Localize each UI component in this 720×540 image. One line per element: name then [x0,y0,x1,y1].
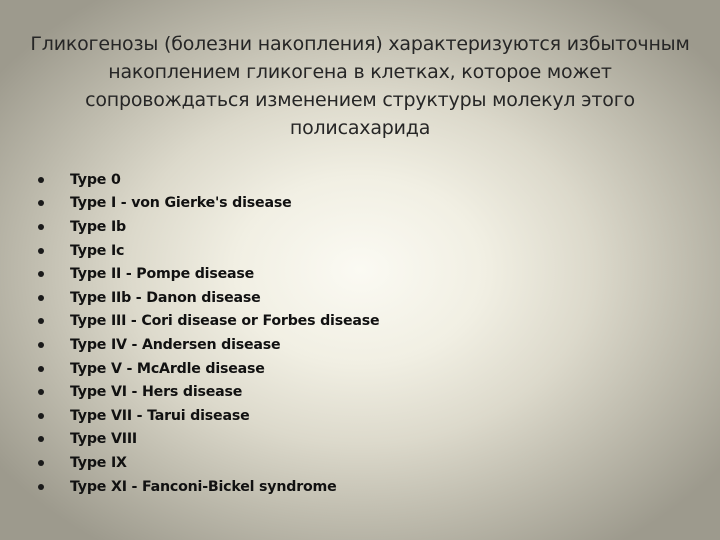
list-item-text: Type 0 [70,171,121,188]
bullet-icon [38,248,44,254]
list-item-text: Type XI - Fanconi-Bickel syndrome [70,478,337,495]
list-item-text: Type III - Cori disease or Forbes disease [70,313,380,330]
list-item [38,168,638,192]
list-item [38,475,638,499]
list-item [38,192,638,216]
bullet-icon [38,366,44,372]
list-item-text: Type IX [70,454,127,471]
bullet-icon [38,436,44,442]
list-item [38,404,638,428]
bullet-icon [38,224,44,230]
list-item [38,286,638,310]
bullet-icon [38,271,44,277]
list-item [38,380,638,404]
bullet-icon [38,460,44,466]
list-item-text: Type V - McArdle disease [70,360,265,377]
list-item-text: Type IIb - Danon disease [70,289,261,306]
bullet-icon [38,413,44,419]
bullet-icon [38,484,44,490]
bullet-icon [38,177,44,183]
list-item [38,215,638,239]
bullet-icon [38,389,44,395]
bullet-icon [38,342,44,348]
glycogenosis-type-list [38,168,638,498]
list-item-text: Type VII - Tarui disease [70,407,250,424]
list-item [38,310,638,334]
list-item [38,239,638,263]
list-item [38,333,638,357]
list-item-text: Type VIII [70,431,137,448]
bullet-icon [38,295,44,301]
list-item-text: Type IV - Andersen disease [70,336,281,353]
list-item [38,428,638,452]
list-item [38,357,638,381]
slide-title: Гликогенозы (болезни накопления) характеризуются избыточным накоплением гликогена в клетках, которое может сопровождаться изменением структуры молекул этого полисахарида [30,33,690,139]
list-item-text: Type Ib [70,218,126,235]
bullet-icon [38,200,44,206]
list-item-text: Type Ic [70,242,125,259]
list-item-text: Type I - von Gierke's disease [70,195,292,212]
list-item [38,262,638,286]
list-item [38,451,638,475]
list-item-text: Type VI - Hers disease [70,384,243,401]
bullet-icon [38,318,44,324]
list-item-text: Type II - Pompe disease [70,266,255,283]
